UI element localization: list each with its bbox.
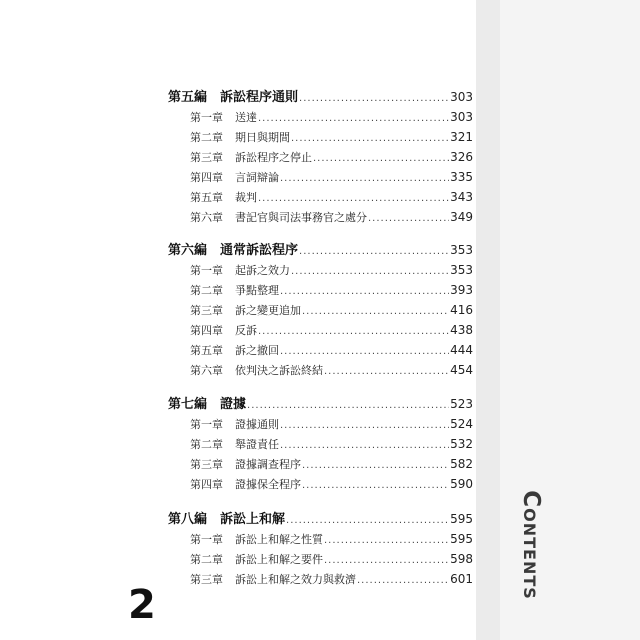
leader-dots [280,342,449,362]
part-title: 通常訴訟程序 [220,243,299,258]
chapter-title: 證據保全程序 [235,478,301,491]
leader-dots [324,551,449,571]
page-ref: 590 [450,477,473,491]
part-number: 第七編 [168,397,208,412]
chapter-title: 訴訟上和解之要件 [235,553,323,566]
toc-chapter-row[interactable] [190,167,473,187]
part-title: 訴訟上和解 [220,512,286,527]
part-number: 第八編 [168,512,208,527]
page-ref: 523 [450,397,473,411]
leader-dots [299,242,449,262]
toc-chapter-row[interactable] [190,107,473,127]
leader-dots [280,169,449,189]
leader-dots [280,436,449,456]
page-ref: 524 [450,417,473,431]
leader-dots [291,262,449,282]
contents-tab-text: Contents [518,490,545,600]
chapter-title: 書記官與司法事務官之處分 [235,211,367,224]
leader-dots [313,149,449,169]
page-ref: 444 [450,343,473,357]
part-title: 訴訟程序通則 [220,90,299,105]
chapter-number: 第六章 [190,364,223,377]
page-ref: 353 [450,243,473,257]
chapter-number: 第三章 [190,573,223,586]
part-title: 證據 [220,397,247,412]
leader-dots [291,129,449,149]
page-ref: 335 [450,170,473,184]
toc-chapter-row[interactable] [190,300,473,320]
page-ref: 454 [450,363,473,377]
toc-chapter-row[interactable] [190,260,473,280]
part-number: 第六編 [168,243,208,258]
toc-chapter-row[interactable] [190,147,473,167]
chapter-title: 證據通則 [235,418,279,431]
page-ref: 601 [450,572,473,586]
page-ref: 353 [450,263,473,277]
page-number: 2 [128,582,156,628]
chapter-number: 第二章 [190,438,223,451]
chapter-number: 第五章 [190,344,223,357]
chapter-number: 第一章 [190,418,223,431]
chapter-title: 送達 [235,111,257,124]
page-ref: 532 [450,437,473,451]
chapter-title: 起訴之效力 [235,264,290,277]
leader-dots [302,476,449,496]
page-ref: 582 [450,457,473,471]
toc-chapter-row[interactable] [190,434,473,454]
chapter-title: 證據調查程序 [235,458,301,471]
leader-dots [357,571,449,591]
page-ref: 343 [450,190,473,204]
chapter-number: 第二章 [190,284,223,297]
toc-chapter-row[interactable] [190,187,473,207]
chapter-number: 第二章 [190,553,223,566]
chapter-number: 第三章 [190,304,223,317]
page-ref: 321 [450,130,473,144]
toc-chapter-row[interactable] [190,320,473,340]
leader-dots [299,89,449,109]
leader-dots [302,456,449,476]
chapter-number: 第三章 [190,151,223,164]
chapter-title: 依判決之訴訟終結 [235,364,323,377]
chapter-number: 第四章 [190,478,223,491]
chapter-title: 訴訟上和解之性質 [235,533,323,546]
chapter-number: 第二章 [190,131,223,144]
chapter-title: 訴訟上和解之效力與救濟 [235,573,356,586]
page-ref: 393 [450,283,473,297]
chapter-number: 第一章 [190,111,223,124]
part-number: 第五編 [168,90,208,105]
toc-part-row[interactable] [168,240,473,260]
page-ref: 598 [450,552,473,566]
chapter-number: 第四章 [190,324,223,337]
leader-dots [368,209,449,229]
page-ref: 303 [450,110,473,124]
chapter-title: 舉證責任 [235,438,279,451]
chapter-number: 第四章 [190,171,223,184]
toc-chapter-row[interactable] [190,549,473,569]
leader-dots [302,302,449,322]
toc-chapter-row[interactable] [190,414,473,434]
chapter-title: 訴訟程序之停止 [235,151,312,164]
toc-chapter-row[interactable] [190,360,473,380]
leader-dots [258,322,449,342]
chapter-title: 期日與期間 [235,131,290,144]
toc-part-row[interactable] [168,394,473,414]
toc-chapter-row[interactable] [190,207,473,227]
leader-dots [247,396,449,416]
chapter-number: 第一章 [190,533,223,546]
page-ref: 326 [450,150,473,164]
leader-dots [324,531,449,551]
leader-dots [280,282,449,302]
page-ref: 416 [450,303,473,317]
leader-dots [258,109,449,129]
page-ref: 595 [450,512,473,526]
toc-chapter-row[interactable] [190,340,473,360]
chapter-title: 訴之變更追加 [235,304,301,317]
toc-part-row[interactable] [168,509,473,529]
toc-chapter-row[interactable] [190,569,473,589]
leader-dots [286,511,449,531]
toc-chapter-row[interactable] [190,474,473,494]
chapter-number: 第六章 [190,211,223,224]
contents-tab-label [519,490,543,600]
page-ref: 595 [450,532,473,546]
chapter-number: 第一章 [190,264,223,277]
margin-band [476,0,500,640]
leader-dots [258,189,449,209]
chapter-number: 第三章 [190,458,223,471]
chapter-title: 爭點整理 [235,284,279,297]
toc-chapter-row[interactable] [190,454,473,474]
leader-dots [280,416,449,436]
leader-dots [324,362,449,382]
page-ref: 303 [450,90,473,104]
toc-chapter-row[interactable] [190,127,473,147]
page-ref: 349 [450,210,473,224]
chapter-number: 第五章 [190,191,223,204]
page-ref: 438 [450,323,473,337]
chapter-title: 訴之撤回 [235,344,279,357]
toc-chapter-row[interactable] [190,529,473,549]
chapter-title: 裁判 [235,191,257,204]
toc-chapter-row[interactable] [190,280,473,300]
chapter-title: 言詞辯論 [235,171,279,184]
chapter-title: 反訴 [235,324,257,337]
toc-part-row[interactable] [168,87,473,107]
